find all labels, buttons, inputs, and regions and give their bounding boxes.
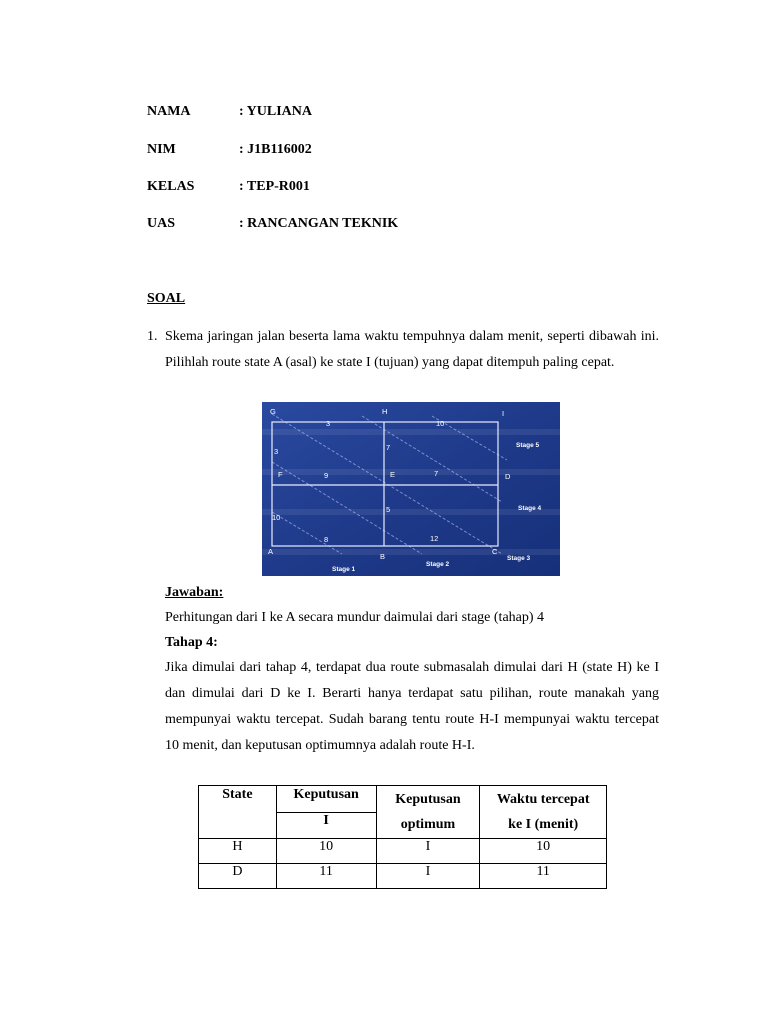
question-text: Skema jaringan jalan beserta lama waktu tempuhnya dalam menit, seperti dibawah ini. Pilihlah route state A (asal) ke state I (tujuan) yang dapat ditempuh paling cepat. [165,329,659,370]
node-h: H [382,407,388,416]
stage-2-label: Stage 2 [426,561,450,568]
table-row [199,839,607,864]
node-f: F [278,470,283,479]
weight-b-c: 12 [430,534,439,543]
header-value: : YULIANA [239,104,312,119]
header-keputusan-optimum [376,786,480,839]
header-value: : RANCANGAN TEKNIK [239,216,399,231]
header-text: Keputusan [395,792,461,807]
question-1 [147,324,659,376]
node-g: G [270,407,276,416]
header-text: Waktu tercepat [496,792,590,807]
answer-intro: Perhitungan dari I ke A secara mundur daimulai dari stage (tahap) 4 [165,610,545,625]
weight-f-a: 10 [272,513,281,522]
header-key: NIM [147,142,176,157]
header-value: : TEP-R001 [239,179,310,194]
soal-heading: SOAL [147,291,186,306]
node-b: B [380,552,386,561]
weight-h-e: 7 [386,443,391,452]
header-key: KELAS [147,179,195,194]
cell-waktu: 10 [480,839,607,864]
stage-1-label: Stage 1 [332,566,356,573]
node-c: C [492,547,498,556]
node-a: A [268,547,274,556]
header-keputusan: Keputusan [276,786,376,813]
table-row [199,864,607,889]
table-header-row [199,786,607,813]
answer-heading: Jawaban: [165,585,224,600]
tahap-heading: Tahap 4: [165,635,218,650]
stage-5-label: Stage 5 [516,442,540,449]
cell-state: H [199,839,277,864]
weight-e-b: 5 [386,505,391,514]
node-e: E [390,470,396,479]
network-diagram [262,402,560,576]
stage-4-label: Stage 4 [518,505,542,512]
cell-waktu: 11 [480,864,607,889]
header-value: : J1B116002 [239,142,312,157]
stage-3-label: Stage 3 [507,555,531,562]
header-state: State [199,786,277,839]
cell-state: D [199,864,277,889]
header-key: NAMA [147,104,191,119]
tahap-4-table [198,785,607,889]
weight-f-e: 9 [324,471,329,480]
weight-g-f: 3 [274,447,279,456]
cell-optimum: I [376,839,480,864]
header-keputusan-sub: I [276,813,376,839]
cell-keputusan: 11 [276,864,376,889]
question-number: 1. [147,329,158,344]
header-waktu-tercepat [480,786,607,839]
node-d: D [505,472,511,481]
weight-h-i: 10 [436,419,445,428]
weight-a-b: 8 [324,535,329,544]
cell-keputusan: 10 [276,839,376,864]
tahap-paragraph: Jika dimulai dari tahap 4, terdapat dua route submasalah dimulai dari H (state H) ke I dan dimulai dari D ke I. Berarti hanya terdapat satu pilihan, route manakah yang mempunyai waktu tercepat. Sudah barang tentu route H-I mempunyai waktu tercepat 10 menit, dan keputusan optimumnya adalah route H-I. [165,660,659,753]
weight-g-h: 3 [326,419,331,428]
node-i: I [502,409,505,418]
cell-optimum: I [376,864,480,889]
header-key: UAS [147,216,176,231]
header-text: optimum [400,817,456,832]
weight-e-d: 7 [434,469,439,478]
header-text: ke I (menit) [508,817,579,832]
